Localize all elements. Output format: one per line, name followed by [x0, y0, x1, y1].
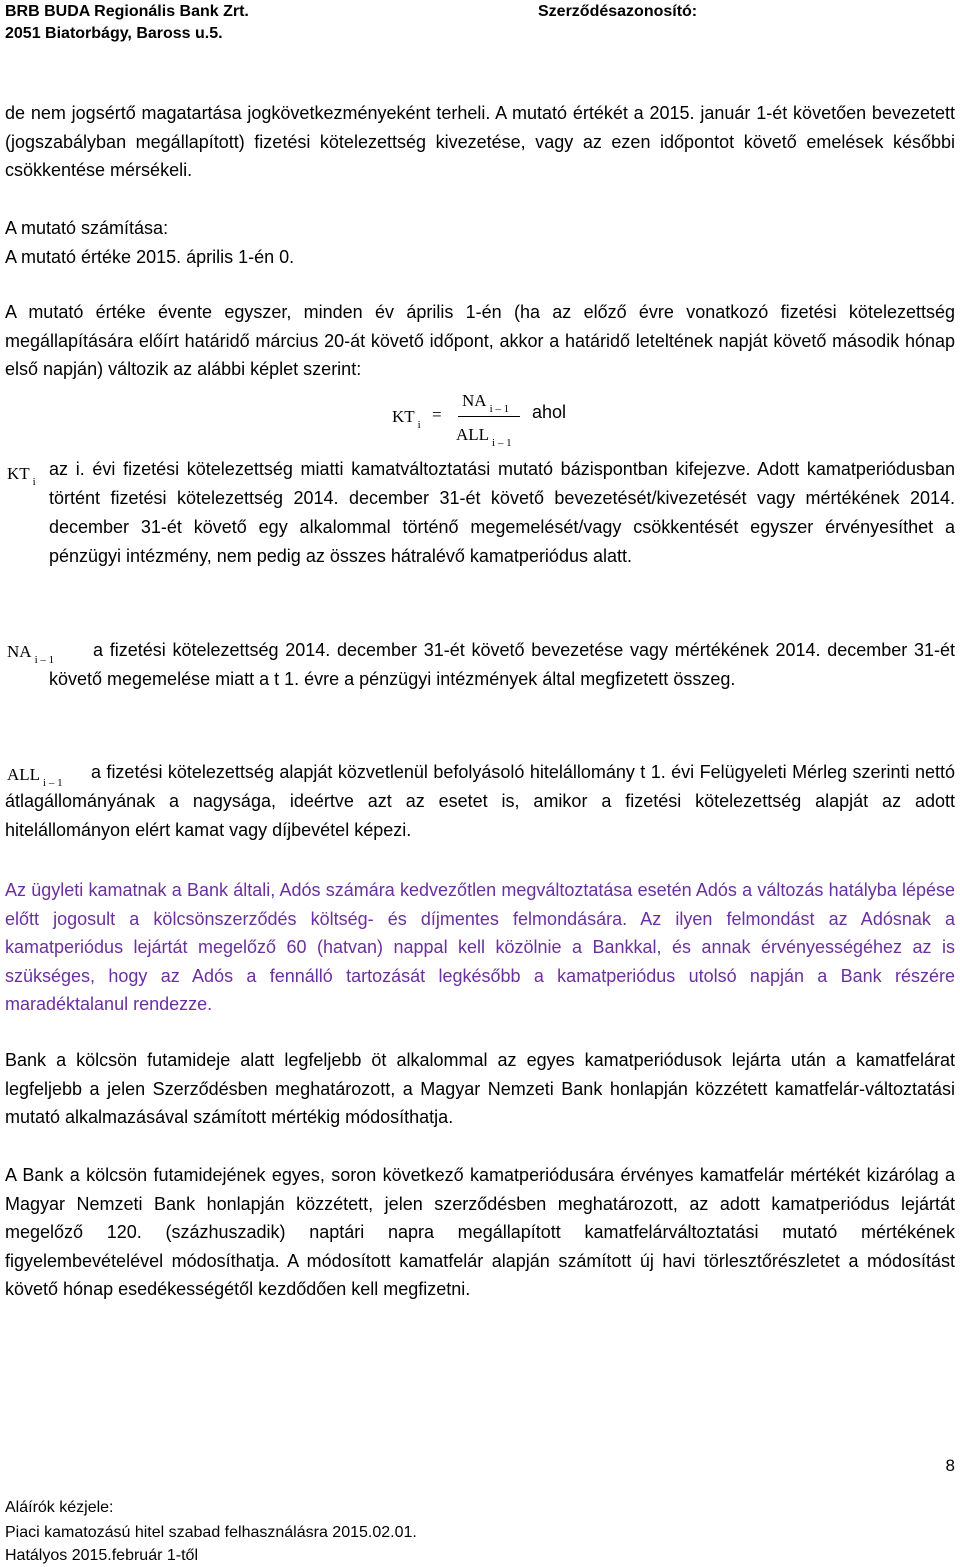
def-all-symbol: ALL $_{i - 1}$ [7, 765, 63, 789]
bank-address: 2051 Biatorbágy, Baross u.5. [5, 25, 223, 42]
paragraph-margin-modification: Bank a kölcsön futamideje alatt legfeljebb öt alkalommal az egyes kamatperiódusok lejárta után a kamatfelárat legfeljebb a jelen Szerződésben meghatározott, a Magyar Nemzeti Bank honlapján közzétett kamatfelár-változtatási mutató alkalmazásával számított mértékig módosíthatja. [5, 1050, 955, 1127]
def-kt-text: az i. évi fizetési kötelezettség miatti kamatváltoztatási mutató bázispontban kifejezve. Adott kamatperiódusban történt fizetési kötelezettség 2014. december 31-ét követő bevezetését/kivezetését vagy mértékének 2014. december 31-ét követő egy alkalommal történő megemelését/vagy csökkentését egyszer érvényesíthet a pénzügyi intézmény, nem pedig az összes hátralévő kamatperiódus alatt. [49, 459, 955, 566]
paragraph-formula-intro: A mutató értéke évente egyszer, minden év április 1-én (ha az előző évre vonatkozó fizetési kötelezettség megállapítására előírt határidő március 20-át követő időpont, akkor a határidő leteltének napját követő második hónap első napján) változik az alábbi képlet szerint: [5, 302, 955, 379]
formula-numerator: NA $_{i - 1}$ [462, 391, 510, 415]
paragraph-margin-index: A Bank a kölcsön futamidejének egyes, soron következő kamatperiódusára érvényes kamatfelár mértékét kizárólag a Magyar Nemzeti Bank honlapján közzétett, jelen szerződésben meghatározott, az adott kamatperiódus lejártát megelőző 120. (százhuszadik) naptári napra megállapított kamatfelárváltoztatási mutató mértékének figyelembevételével módosíthatja. A módosított kamatfelár alapján számított új havi törlesztőrészletet a módosítást követő hónap esedékességétől kezdődően kell megfizetni. [5, 1165, 955, 1299]
bank-name: BRB BUDA Regionális Bank Zrt. [5, 3, 249, 20]
def-na-text: a fizetési kötelezettség 2014. december 31-ét követő bevezetése vagy mértékének 2014. december 31-ét követő megemelése miatt a t 1. évre a pénzügyi intézmények által megfizetett összeg. [49, 640, 955, 689]
def-kt-symbol: KT $_i$ [7, 464, 36, 488]
paragraph-termination-right: Az ügyleti kamatnak a Bank általi, Adós számára kedvezőtlen megváltoztatása esetén Adós a változás hatályba lépése előtt jogosult a kölcsönszerződés költség- és díjmentes felmondására. Az ilyen felmondást az Adósnak a kamatperiódus lejártát megelőző 60 (hatvan) nappal kell közölnie a Bankkal, és annak érvényességéhez az is szükséges, hogy az Adós a fennálló tartozását legkésőbb a kamatperiódus utolsó napján a Bank részére maradéktalanul rendezze. [5, 880, 955, 1014]
product-line: Piaci kamatozású hitel szabad felhasználásra 2015.02.01. [5, 1524, 417, 1541]
contract-id-label: Szerződésazonosító: [538, 3, 698, 20]
formula-denominator: ALL $_{i - 1}$ [456, 425, 512, 449]
def-all-text: a fizetési kötelezettség alapját közvetlenül befolyásoló hitelállomány t 1. évi Felügyeleti Mérleg szerinti nettó átlagállományának a nagysága, ideértve azt az esetet is, amikor a fizetési kötelezettség alapját az adott hitelállományon elért kamat vagy díjbevétel képezi. [5, 762, 955, 840]
formula-fraction-bar [458, 416, 520, 417]
signatures-label: Aláírók kézjele: [5, 1499, 114, 1516]
paragraph-intro: de nem jogsértő magatartása jogkövetkezményeként terheli. A mutató értékét a 2015. január 1-ét követően bevezetett (jogszabályban megállapított) fizetési kötelezettség kivezetése, vagy az ezen időpontot követő emelések későbbi csökkentése mérsékeli. [5, 103, 955, 180]
formula [380, 385, 600, 455]
def-na-symbol: NA $_{i - 1}$ [7, 642, 55, 666]
formula-equals: = [432, 405, 442, 424]
calc-value: A mutató értéke 2015. április 1-én 0. [5, 247, 295, 267]
formula-suffix: ahol [532, 402, 567, 422]
calc-title: A mutató számítása: [5, 218, 169, 238]
effective-line: Hatályos 2015.február 1-től [5, 1547, 198, 1564]
formula-lhs: KT $_i$ [392, 407, 421, 431]
page-number: 8 [945, 1456, 955, 1475]
